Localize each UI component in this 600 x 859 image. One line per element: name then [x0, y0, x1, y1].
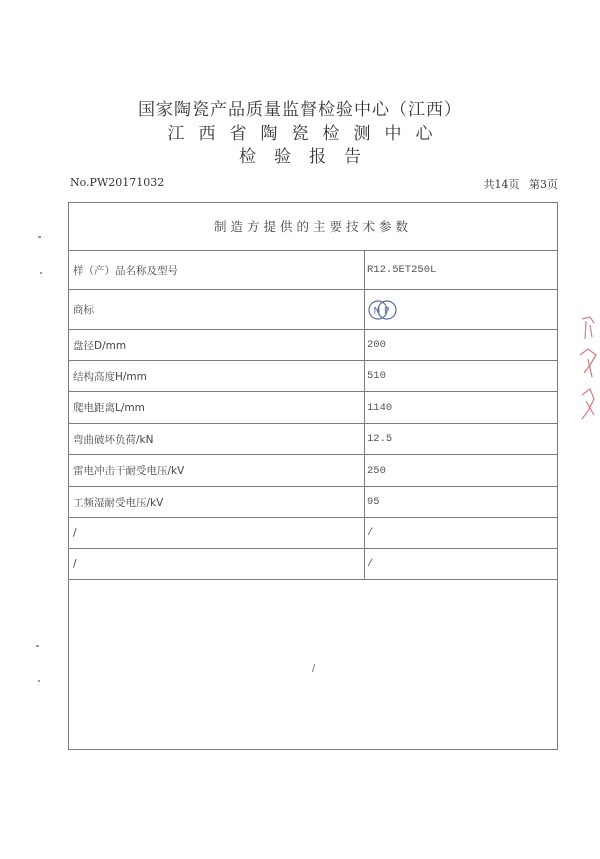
- table-row: [69, 487, 557, 518]
- row-value: 12.5: [367, 433, 393, 445]
- row-value: R12.5ET250L: [367, 264, 437, 276]
- scan-speck: [36, 645, 39, 647]
- row-value: /: [367, 558, 374, 570]
- parameters-table: [68, 202, 558, 750]
- document-number: No.PW20171032: [70, 176, 165, 189]
- row-label: 爬电距离L/mm: [69, 392, 365, 423]
- row-label: /: [69, 549, 365, 579]
- table-row: [69, 251, 557, 290]
- table-row: [69, 290, 557, 330]
- header-line1: 国家陶瓷产品质量监督检验中心（江西）: [138, 100, 462, 120]
- table-row: [69, 361, 557, 392]
- table-row: [69, 455, 557, 487]
- row-label: 弯曲破坏负荷/kN: [69, 424, 365, 454]
- header-line3: 检验报告: [239, 147, 379, 167]
- row-value: 1140: [367, 401, 393, 414]
- scan-speck: [38, 236, 41, 238]
- blank-area: [69, 580, 557, 751]
- table-row: [69, 424, 557, 455]
- row-value: 250: [367, 464, 386, 477]
- table-row: [69, 518, 557, 549]
- row-value: 510: [367, 370, 386, 382]
- table-title: 制造方提供的主要技术参数: [69, 203, 557, 251]
- row-label: 结构高度H/mm: [69, 361, 365, 391]
- row-value: [365, 290, 557, 329]
- scan-speck: [40, 272, 42, 274]
- row-label: 雷电冲击干耐受电压/kV: [69, 455, 365, 486]
- svg-text:P: P: [384, 306, 390, 316]
- row-value: 95: [367, 496, 380, 508]
- row-value: /: [367, 527, 374, 539]
- row-label: 样（产）品名称及型号: [69, 251, 365, 289]
- row-value: 200: [367, 339, 386, 351]
- table-row: [69, 330, 557, 361]
- row-label: /: [69, 518, 365, 548]
- table-row: [69, 549, 557, 580]
- table-row: [69, 392, 557, 424]
- svg-text:N: N: [373, 306, 381, 316]
- trademark-logo-icon: [367, 299, 399, 321]
- scan-speck: [38, 680, 40, 682]
- row-label: 工频湿耐受电压/kV: [69, 487, 365, 517]
- header-line2: 江西省陶瓷检测中心: [167, 124, 447, 144]
- row-label: 盘径D/mm: [69, 330, 365, 360]
- page-info: 共14页 第3页: [483, 178, 558, 191]
- blank-slash: /: [312, 663, 316, 675]
- row-label: 商标: [69, 290, 365, 329]
- seal-stamp-fragment: [576, 315, 600, 425]
